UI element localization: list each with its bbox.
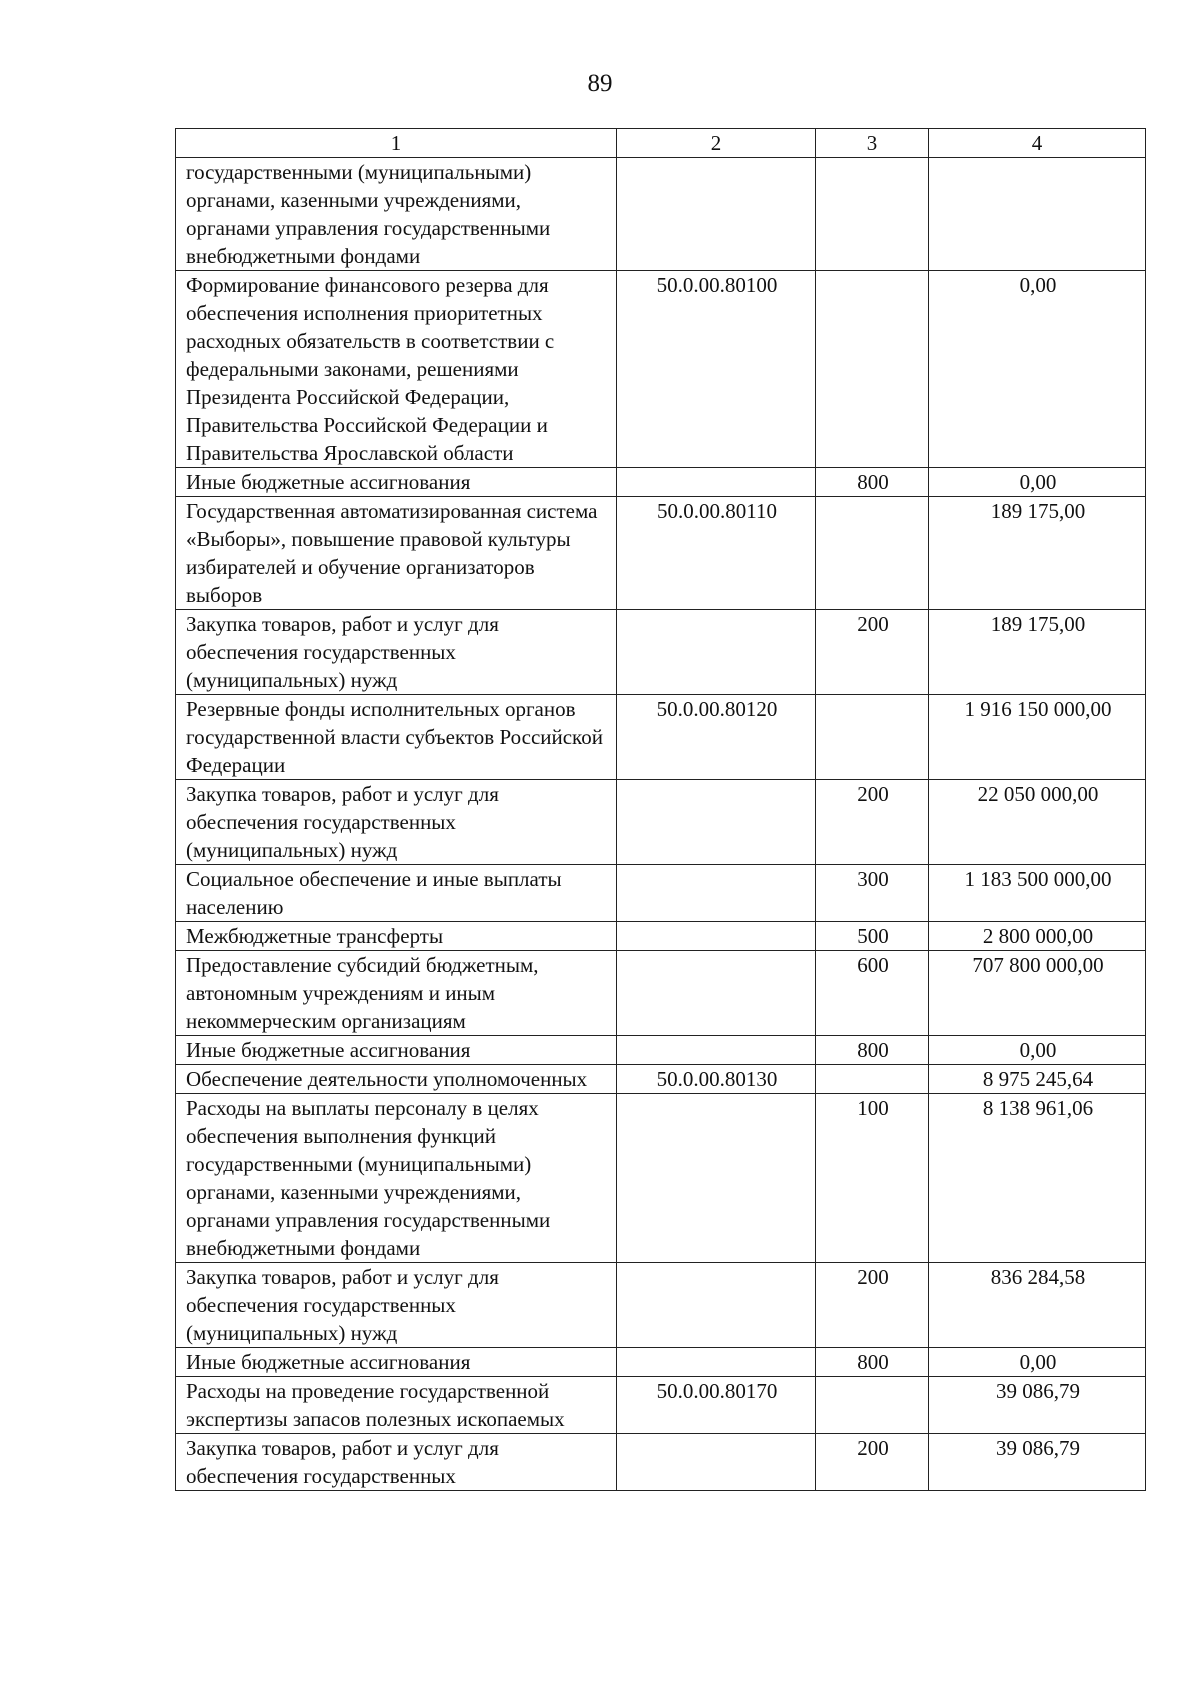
cell-amount: 1 183 500 000,00: [929, 865, 1146, 922]
cell-code: [617, 951, 816, 1036]
header-cell-4: 4: [929, 129, 1146, 158]
cell-code: 50.0.00.80130: [617, 1065, 816, 1094]
cell-code: [617, 158, 816, 271]
cell-code: [617, 1036, 816, 1065]
cell-code: 50.0.00.80120: [617, 695, 816, 780]
cell-type: [816, 1065, 929, 1094]
cell-code: [617, 922, 816, 951]
cell-type: [816, 158, 929, 271]
cell-code: [617, 468, 816, 497]
cell-amount: 0,00: [929, 271, 1146, 468]
cell-type: [816, 271, 929, 468]
cell-type: [816, 695, 929, 780]
cell-name: Обеспечение деятельности уполномоченных: [176, 1065, 617, 1094]
cell-name: Иные бюджетные ассигнования: [176, 468, 617, 497]
cell-type: 800: [816, 468, 929, 497]
table-row: [176, 158, 1146, 271]
cell-name: государственными (муниципальными) органами, казенными учреждениями, органами управления государственными внебюджетными фондами: [176, 158, 617, 271]
table-row: [176, 271, 1146, 468]
cell-name: Расходы на выплаты персоналу в целях обеспечения выполнения функций государственными (муниципальными) органами, казенными учреждениями, органами управления государственными внебюджетными фондами: [176, 1094, 617, 1263]
table-row: [176, 1434, 1146, 1491]
cell-amount: 189 175,00: [929, 610, 1146, 695]
cell-amount: 707 800 000,00: [929, 951, 1146, 1036]
cell-amount: 39 086,79: [929, 1377, 1146, 1434]
cell-type: 100: [816, 1094, 929, 1263]
cell-amount: 8 138 961,06: [929, 1094, 1146, 1263]
cell-type: 500: [816, 922, 929, 951]
header-cell-3: 3: [816, 129, 929, 158]
table-row: [176, 922, 1146, 951]
cell-name: Резервные фонды исполнительных органов государственной власти субъектов Российской Федерации: [176, 695, 617, 780]
table-row: [176, 951, 1146, 1036]
cell-code: [617, 1434, 816, 1491]
table-row: [176, 610, 1146, 695]
cell-code: [617, 610, 816, 695]
cell-code: [617, 1348, 816, 1377]
cell-code: [617, 780, 816, 865]
cell-type: 200: [816, 1263, 929, 1348]
cell-amount: 0,00: [929, 468, 1146, 497]
cell-name: Государственная автоматизированная система «Выборы», повышение правовой культуры избирателей и обучение организаторов выборов: [176, 497, 617, 610]
cell-name: Закупка товаров, работ и услуг для обеспечения государственных (муниципальных) нужд: [176, 1263, 617, 1348]
cell-amount: 836 284,58: [929, 1263, 1146, 1348]
cell-amount: 22 050 000,00: [929, 780, 1146, 865]
cell-type: 600: [816, 951, 929, 1036]
header-cell-2: 2: [617, 129, 816, 158]
cell-type: 200: [816, 1434, 929, 1491]
cell-type: 800: [816, 1348, 929, 1377]
cell-name: Иные бюджетные ассигнования: [176, 1348, 617, 1377]
cell-name: Расходы на проведение государственной экспертизы запасов полезных ископаемых: [176, 1377, 617, 1434]
table-row: [176, 1263, 1146, 1348]
cell-name: Закупка товаров, работ и услуг для обеспечения государственных (муниципальных) нужд: [176, 610, 617, 695]
cell-amount: 39 086,79: [929, 1434, 1146, 1491]
cell-type: [816, 1377, 929, 1434]
cell-type: [816, 497, 929, 610]
header-row: [176, 129, 1146, 158]
cell-amount: [929, 158, 1146, 271]
cell-type: 200: [816, 610, 929, 695]
cell-code: [617, 1094, 816, 1263]
page-number: 89: [587, 70, 613, 97]
table-row: [176, 1036, 1146, 1065]
cell-amount: 189 175,00: [929, 497, 1146, 610]
table-row: [176, 1348, 1146, 1377]
cell-code: [617, 1263, 816, 1348]
table-row: [176, 468, 1146, 497]
cell-name: Иные бюджетные ассигнования: [176, 1036, 617, 1065]
cell-name: Предоставление субсидий бюджетным, автономным учреждениям и иным некоммерческим организациям: [176, 951, 617, 1036]
cell-type: 800: [816, 1036, 929, 1065]
cell-code: [617, 865, 816, 922]
cell-name: Закупка товаров, работ и услуг для обеспечения государственных: [176, 1434, 617, 1491]
cell-name: Формирование финансового резерва для обеспечения исполнения приоритетных расходных обязательств в соответствии с федеральными законами, решениями Президента Российской Федерации, Правительства Российской Федерации и Правительства Ярославской области: [176, 271, 617, 468]
table-row: [176, 780, 1146, 865]
cell-name: Закупка товаров, работ и услуг для обеспечения государственных (муниципальных) нужд: [176, 780, 617, 865]
cell-name: Социальное обеспечение и иные выплаты населению: [176, 865, 617, 922]
cell-amount: 1 916 150 000,00: [929, 695, 1146, 780]
cell-amount: 0,00: [929, 1036, 1146, 1065]
table-row: [176, 865, 1146, 922]
cell-code: 50.0.00.80170: [617, 1377, 816, 1434]
cell-amount: 8 975 245,64: [929, 1065, 1146, 1094]
cell-code: 50.0.00.80110: [617, 497, 816, 610]
table-row: [176, 1065, 1146, 1094]
cell-name: Межбюджетные трансферты: [176, 922, 617, 951]
table-row: [176, 497, 1146, 610]
cell-amount: 2 800 000,00: [929, 922, 1146, 951]
cell-type: 300: [816, 865, 929, 922]
table-row: [176, 1377, 1146, 1434]
cell-type: 200: [816, 780, 929, 865]
header-cell-1: 1: [176, 129, 617, 158]
table-row: [176, 1094, 1146, 1263]
cell-code: 50.0.00.80100: [617, 271, 816, 468]
budget-table: [175, 128, 1146, 1491]
table-row: [176, 695, 1146, 780]
cell-amount: 0,00: [929, 1348, 1146, 1377]
